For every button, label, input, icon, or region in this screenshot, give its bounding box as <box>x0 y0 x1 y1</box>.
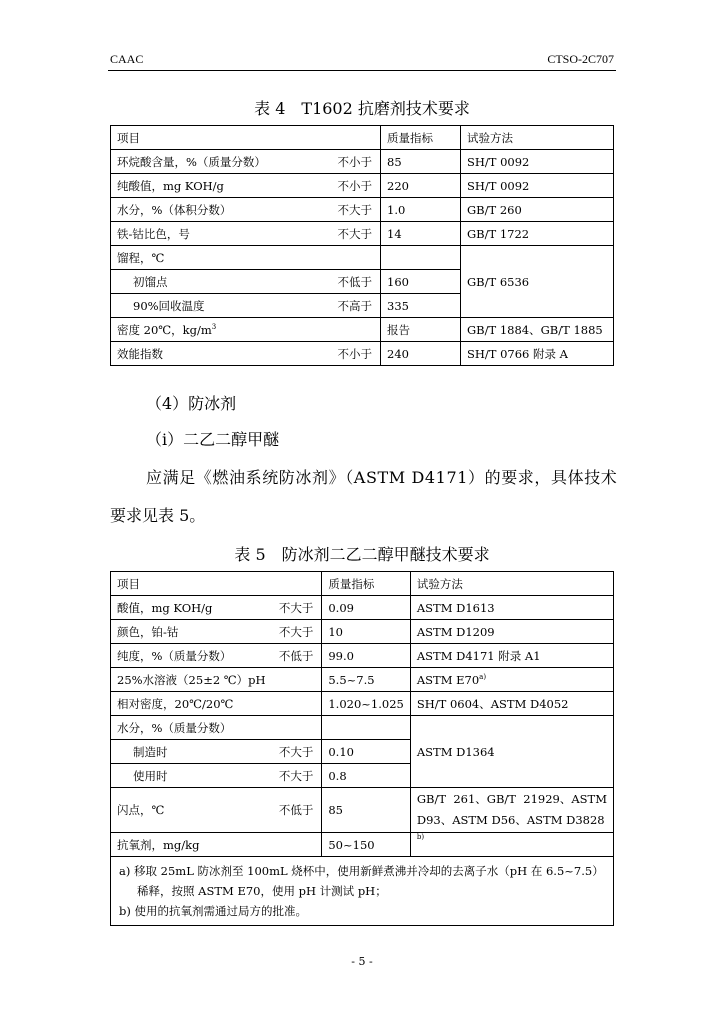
footnote-b: b) 使用的抗氧剂需通过局方的批准。 <box>119 904 308 918</box>
item-label: 环烷酸含量，%（质量分数） <box>117 154 266 169</box>
table-row <box>111 788 614 833</box>
row-item <box>111 644 322 668</box>
row-item <box>111 318 381 342</box>
item-label: 纯酸值，mg KOH/g <box>117 178 224 193</box>
table-row <box>111 668 614 692</box>
item-label: 颜色，铂-钴 <box>117 624 179 639</box>
item-label: 相对密度，20℃/20℃ <box>117 696 234 711</box>
row-spec: 5.5~7.5 <box>322 668 410 692</box>
item-label: 酸值，mg KOH/g <box>117 600 213 615</box>
footnote-cell <box>111 857 614 926</box>
subsection-heading: （i）二乙二醇甲醚 <box>146 430 280 449</box>
table-row <box>111 342 614 366</box>
row-method: SH/T 0092 <box>461 150 614 174</box>
row-item <box>111 150 381 174</box>
row-item <box>111 270 381 294</box>
header-spec: 质量指标 <box>381 126 461 150</box>
header-item: 项目 <box>111 126 381 150</box>
item-label: 纯度，%（质量分数） <box>117 648 232 663</box>
table-row <box>111 716 614 740</box>
item-label: 25%水溶液（25±2 ℃）pH <box>117 672 266 687</box>
table-row <box>111 620 614 644</box>
table4 <box>110 125 614 366</box>
row-spec: 10 <box>322 620 410 644</box>
row-spec: 1.020~1.025 <box>322 692 410 716</box>
row-method <box>410 833 613 857</box>
footnote-ref: b) <box>416 833 425 842</box>
table-header-row <box>111 126 614 150</box>
footnote-row <box>111 857 614 926</box>
row-method: SH/T 0766 附录 A <box>461 342 614 366</box>
footnote-a: a) 移取 25mL 防冰剂至 100mL 烧杯中，使用新鲜煮沸并冷却的去离子水（pH 在 6.5~7.5） <box>119 864 604 878</box>
limit-label: 不大于 <box>278 624 314 639</box>
table-row <box>111 246 614 270</box>
row-spec: 335 <box>381 294 461 318</box>
row-spec <box>322 716 410 740</box>
row-method: ASTM D1613 <box>410 596 613 620</box>
row-item <box>111 222 381 246</box>
method-line: D93、ASTM D56、ASTM D3828 <box>416 813 605 827</box>
table-row <box>111 596 614 620</box>
row-method: GB/T 1884、GB/T 1885 <box>461 318 614 342</box>
table-row <box>111 198 614 222</box>
limit-label: 不低于 <box>278 648 314 663</box>
table-row <box>111 150 614 174</box>
footnote-ref: a) <box>479 672 487 681</box>
item-label: 制造时 <box>133 744 168 759</box>
row-spec: 240 <box>381 342 461 366</box>
row-method: GB/T 260 <box>461 198 614 222</box>
row-item <box>111 246 381 270</box>
table-row <box>111 222 614 246</box>
item-label: 闪点，℃ <box>117 803 165 817</box>
row-spec: 14 <box>381 222 461 246</box>
row-method <box>410 668 613 692</box>
row-item <box>111 692 322 716</box>
header-divider <box>108 70 616 71</box>
limit-label: 不高于 <box>337 298 372 313</box>
limit-label: 不大于 <box>278 768 314 783</box>
header-method: 试验方法 <box>410 572 613 596</box>
page-number: - 5 - <box>351 955 373 968</box>
row-spec: 1.0 <box>381 198 461 222</box>
row-item <box>111 788 322 833</box>
footnote-a-cont: 稀释，按照 ASTM E70，使用 pH 计测试 pH； <box>137 884 387 898</box>
table4-caption: 表 4 T1602 抗磨剂技术要求 <box>254 99 470 118</box>
item-label: 铁-钴比色，号 <box>117 226 190 241</box>
row-spec: 160 <box>381 270 461 294</box>
header-right: CTSO-2C707 <box>547 52 614 66</box>
row-spec: 99.0 <box>322 644 410 668</box>
limit-label: 不低于 <box>278 803 314 817</box>
table5 <box>110 571 614 926</box>
row-method: ASTM D1364 <box>410 716 613 788</box>
row-item <box>111 596 322 620</box>
limit-label: 不大于 <box>278 600 314 615</box>
row-spec: 0.09 <box>322 596 410 620</box>
paragraph-line: 要求见表 5。 <box>110 506 206 525</box>
row-spec: 50~150 <box>322 833 410 857</box>
row-spec: 0.8 <box>322 764 410 788</box>
section-heading: （4）防冰剂 <box>146 394 237 413</box>
header-item: 项目 <box>111 572 322 596</box>
item-label: 效能指数 <box>117 346 163 361</box>
table-row <box>111 174 614 198</box>
item-label: 初馏点 <box>133 274 168 289</box>
item-label: 水分，%（体积分数） <box>117 202 232 217</box>
limit-label: 不大于 <box>337 202 372 217</box>
row-item <box>111 294 381 318</box>
row-spec: 报告 <box>381 318 461 342</box>
item-label: 水分，%（质量分数） <box>117 720 232 735</box>
header-spec: 质量指标 <box>322 572 410 596</box>
item-label: 抗氧剂，mg/kg <box>117 837 200 852</box>
row-method: GB/T 1722 <box>461 222 614 246</box>
paragraph-line: 应满足《燃油系统防冰剂》（ASTM D4171）的要求，具体技术 <box>146 468 618 487</box>
row-item <box>111 740 322 764</box>
row-method: SH/T 0604、ASTM D4052 <box>410 692 613 716</box>
item-label: 馏程，℃ <box>117 250 165 265</box>
row-item <box>111 620 322 644</box>
row-method: ASTM D1209 <box>410 620 613 644</box>
row-spec: 0.10 <box>322 740 410 764</box>
table-header-row <box>111 572 614 596</box>
row-method <box>410 788 613 833</box>
item-label: 90%回收温度 <box>133 298 205 313</box>
header-method: 试验方法 <box>461 126 614 150</box>
row-method: SH/T 0092 <box>461 174 614 198</box>
row-item <box>111 174 381 198</box>
limit-label: 不低于 <box>337 274 372 289</box>
row-spec: 85 <box>322 788 410 833</box>
limit-label: 不小于 <box>337 154 372 169</box>
row-spec <box>381 246 461 270</box>
row-method: ASTM D4171 附录 A1 <box>410 644 613 668</box>
item-label: 密度 20℃，kg/m <box>117 322 212 337</box>
table-row <box>111 692 614 716</box>
row-item <box>111 833 322 857</box>
row-item <box>111 716 322 740</box>
method-line: GB/T 261、GB/T 21929、ASTM <box>416 792 607 806</box>
superscript: 3 <box>211 322 217 331</box>
table-row <box>111 833 614 857</box>
limit-label: 不小于 <box>337 178 372 193</box>
row-item <box>111 342 381 366</box>
row-spec: 85 <box>381 150 461 174</box>
limit-label: 不大于 <box>337 226 372 241</box>
table-row <box>111 318 614 342</box>
table-row <box>111 644 614 668</box>
row-item <box>111 668 322 692</box>
limit-label: 不大于 <box>278 744 314 759</box>
row-spec: 220 <box>381 174 461 198</box>
row-item <box>111 198 381 222</box>
row-item <box>111 764 322 788</box>
item-label: 使用时 <box>133 768 168 783</box>
table5-caption: 表 5 防冰剂二乙二醇甲醚技术要求 <box>234 545 490 564</box>
method-text: ASTM E70 <box>416 672 480 687</box>
limit-label: 不小于 <box>337 346 372 361</box>
header-left: CAAC <box>110 52 144 66</box>
row-method: GB/T 6536 <box>461 246 614 318</box>
